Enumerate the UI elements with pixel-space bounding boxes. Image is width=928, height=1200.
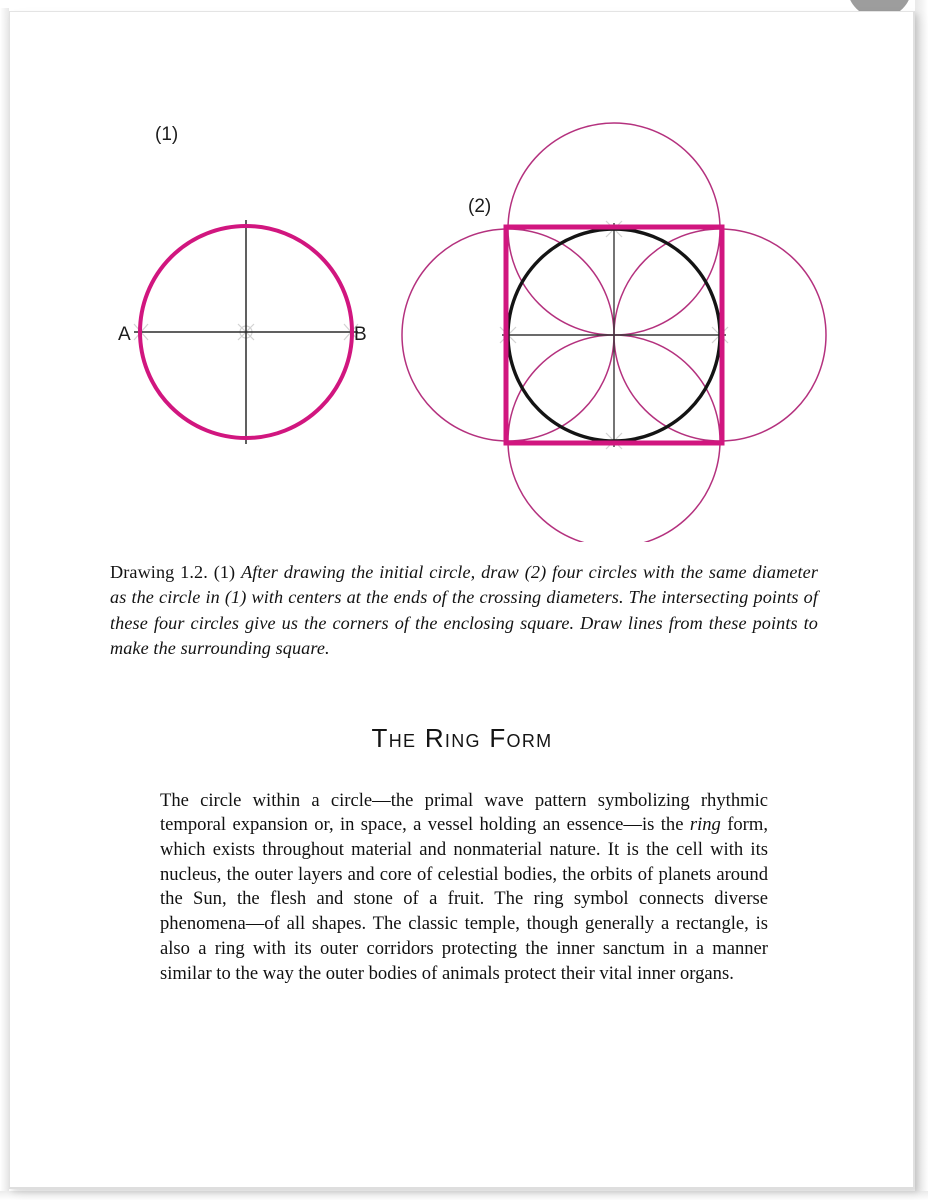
caption-lead: Drawing 1.2. (1) — [110, 562, 242, 582]
figure-drawing-1-2 — [10, 102, 914, 542]
figure-1-group — [118, 124, 367, 444]
section-heading: The Ring Form — [371, 722, 553, 753]
figure-1-point-a-label: A — [118, 324, 131, 345]
viewer-left-gutter — [0, 8, 9, 1200]
figure-2-group — [402, 123, 826, 542]
viewer-bottom-gutter — [0, 1191, 928, 1200]
body-paragraph-part2: form, which exists throughout material and nonmaterial nature. It is the cell with its nucleus, the outer layers and core of celestial bodies, the orbits of planets around the Sun, the flesh and stone of a fruit. The ring symbol connects diverse phenomena—of all shapes. The classic temple, though generally a rectangle, is also a ring with its outer corridors protecting the inner sanctum in a manner similar to the way the outer bodies of animals protect their vital inner organs. — [160, 814, 768, 984]
body-paragraph-emphasis: ring — [689, 814, 721, 836]
figure-caption — [110, 560, 818, 662]
body-paragraph-part1: The circle within a circle—the primal wave pattern symbolizing rhythmic temporal expansion or, in space, a vessel holding an essence—is the — [160, 789, 768, 836]
caption-body: After drawing the initial circle, draw (2) four circles with the same diameter as the circle in (1) with centers at the ends of the crossing diameters. The intersecting points of these four circles give us the corners of the enclosing square. Draw lines from these points to make the surrounding square. — [110, 562, 819, 659]
figure-svg — [10, 102, 914, 542]
figure-1-point-b-label: B — [354, 324, 367, 345]
figure-2-label: (2) — [468, 196, 492, 217]
figure-1-label: (1) — [155, 124, 179, 145]
viewer-right-gutter — [915, 0, 928, 1200]
page-content — [10, 12, 914, 1188]
body-paragraph — [160, 789, 768, 987]
viewer-top-gutter — [0, 0, 928, 11]
